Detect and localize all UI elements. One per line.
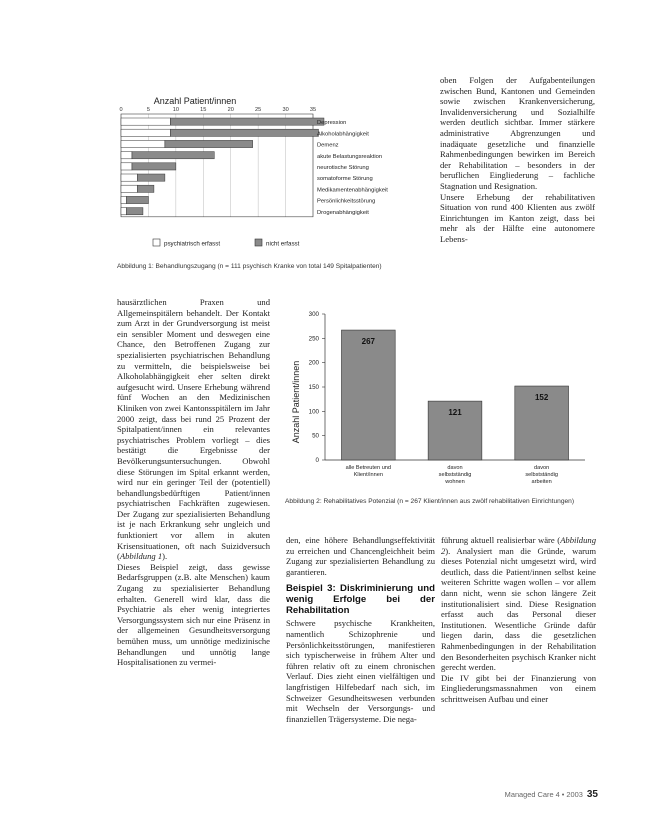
- category-label-line: selbstständig: [438, 472, 472, 478]
- x-tick-label: 0: [119, 107, 123, 113]
- data-label: 267: [361, 337, 376, 347]
- legend-swatch-nicht-erfasst: [255, 239, 262, 246]
- y-tick-label: 200: [308, 359, 319, 367]
- legend-label: nicht erfasst: [266, 240, 300, 248]
- category-label: somatoforme Störung: [317, 176, 373, 183]
- figure-caption-1: Abbildung 1: Behandlungszugang (n = 111 psychisch Kranke von total 149 Spitalpatienten): [117, 263, 382, 270]
- bar-segment: [121, 208, 126, 215]
- x-tick-label: 35: [309, 107, 317, 113]
- y-axis-label: Anzahl Patient/innen: [291, 360, 301, 444]
- category-label-line: selbstständig: [525, 472, 558, 478]
- legend-label: psychiatrisch erfasst: [164, 240, 221, 248]
- data-label: 121: [448, 408, 462, 418]
- bar-segment: [121, 140, 165, 147]
- paragraph: den, eine höhere Behandlungseffektivität zu erreichen und Chancengleichheit beim Zugang zur spezialisierten Behandlung zu garantieren.: [286, 535, 435, 577]
- bar-segment: [137, 185, 153, 192]
- data-label: 152: [534, 393, 549, 403]
- figure-reference: Abbildung 2: [441, 535, 596, 556]
- paragraph: Schwere psychische Krankheiten, namentlich Schizophrenie und Persönlichkeitsstörungen, manifestieren sich typischerweise in frühem Alter und führen relativ oft zu einem chronischen Verlauf. Dies zieht einen vielfältigen und langfristigen Hilfebedarf nach sich, im Schweizer Gesundheitswesen verbunden mit Wechseln der Versorgungs- und finanziellen Trägersysteme. Die nega-: [286, 618, 435, 724]
- page-number: 35: [586, 789, 598, 800]
- paragraph: Dieses Beispiel zeigt, dass gewisse Bedarfsgruppen (z.B. alte Menschen) kaum Zugang zu spezialisierter Behandlung erhalten. Generell wird klar, dass die Psychiatrie als eher wenig integriertes Versorgungssystem sich nur eine Präsenz in der allgemeinen Gesundheitsversorgung bemühen muss, um unnötige medizinische Behandlungen und unnötig lange Hospitalisationen zu vermei-: [117, 561, 270, 668]
- y-tick-label: 50: [312, 432, 319, 440]
- paragraph: hausärztlichen Praxen und Allgemeinspitälern behandelt. Der Kontakt zum Arzt in der Grundversorgung ist meist ein sensibler Moment und deswegen eine Chance, den Betroffenen Zugang zur spezialisierten psychiatrischen Behandlung zu vermitteln, die beispielsweise bei Alkoholabhängigkeit eher selten direkt aufgesucht wird. Unsere Erhebung während fünf Wochen an den Medizinischen Kliniken von zwei Kantonsspitälern im Jahr 2000 zeigt, dass bei rund 25 Prozent der Spitalpatient/innen ein relevantes psychiatrisches Problem vorliegt – dies bestätigt die Ergebnisse der Bevölkerungsuntersuchungen. Obwohl diese Störungen im Spital erkannt werden, wird nur ein geringer Teil der (potentiell) behandlungsbedürftigen Patient/innen psychiatrischen Fachkräften zugewiesen. Der Zugang zur spezialisierten Behandlung ist je nach Erkrankung sehr ungleich und funktioniert vor allem in akuten Krisensituationen, oft nach Suizidversuch (Abbildung 1).: [117, 297, 270, 562]
- bar-segment: [126, 208, 142, 215]
- x-tick-label: 5: [146, 107, 150, 113]
- x-tick-label: 15: [200, 107, 207, 113]
- bar-segment: [121, 196, 126, 203]
- bar-segment: [126, 196, 148, 203]
- category-label-line: wohnen: [445, 479, 465, 485]
- bar-segment: [132, 152, 214, 159]
- bar: [341, 330, 395, 460]
- bar-segment: [121, 163, 132, 170]
- chart-rehab-potential: [285, 302, 597, 496]
- y-tick-label: 250: [308, 335, 319, 343]
- category-label: [439, 465, 472, 485]
- page-footer: [470, 789, 598, 800]
- figure-reference: Abbildung 1: [119, 551, 163, 562]
- category-label: Drogenabhängigkeit: [317, 209, 369, 216]
- y-tick-label: 150: [308, 384, 319, 391]
- paragraph: führung aktuell realisierbar wäre (Abbildung 2). Analysiert man die Gründe, warum dieses Potenzial nicht umgesetzt wird, wird deutlich, dass die Patient/innen selbst keine weiteren Schritte wagen wollen – vor allem dann nicht, wenn sie schon längere Zeit institutionalisiert sind. Diese Resignation erfasst auch das Personal dieser Institutionen. Wesentliche Gründe dafür liegen darin, dass die gesetzlichen Rahmenbedingungen in der Rehabilitation den Besonderheiten psychisch Kranker nicht gerecht werden.: [441, 535, 596, 673]
- category-label-line: alle Betreuten und: [345, 465, 392, 471]
- y-tick-label: 300: [308, 311, 319, 318]
- text-column-top-right: [440, 75, 595, 245]
- legend-swatch-erfasst: [153, 239, 160, 246]
- category-label-line: Klient/innen: [353, 472, 383, 478]
- paragraph: Unsere Erhebung der rehabilitativen Situation von rund 400 Klienten aus zwölf Einrichtungen im Kanton zeigt, dass bei mehr als der Hälfte eine autonomere Lebens-: [440, 191, 595, 244]
- section-heading: Beispiel 3: Diskriminierung und wenig Erfolge bei der Rehabilitation: [286, 583, 435, 617]
- paragraph: Die IV gibt bei der Finanzierung von Eingliederungsmassnahmen von einem schrittweisen Aufbau und einer: [441, 672, 596, 704]
- text-column-left: [117, 297, 270, 668]
- bars: [341, 330, 568, 460]
- text-column-right: [441, 535, 596, 705]
- category-label: [525, 465, 558, 485]
- x-tick-label: 25: [255, 107, 262, 113]
- legend: [153, 239, 300, 248]
- chart-title: Anzahl Patient/innen: [153, 96, 237, 106]
- bar-segment: [170, 129, 318, 136]
- category-label: Persönlichkeitsstörung: [317, 198, 376, 205]
- bar-segment: [121, 174, 137, 181]
- bar-segment: [121, 152, 132, 159]
- bar-segment: [121, 185, 137, 192]
- paragraph: oben Folgen der Aufgabenteilungen zwischen Bund, Kantonen und Gemeinden sowie zwischen Krankenversicherung, Invalidenversicherung und Sozialhilfe werden deutlich sichtbar. Immer stärkere administrative Abgrenzungen und inadäquate gesetzliche und finanzielle Rahmenbedingungen bewirken im Bereich der Rehabilitation – besonders in der beruflichen Eingliederung – fachliche Stagnation und Resignation.: [440, 75, 595, 191]
- category-label: Alkoholabhängigkeit: [317, 131, 369, 138]
- category-labels: [317, 120, 388, 216]
- x-tick-label: 20: [227, 107, 234, 113]
- category-label: neurotische Störung: [317, 165, 369, 171]
- journal-name: Managed Care 4 • 2003: [504, 790, 583, 799]
- category-label: [346, 465, 391, 478]
- category-label-line: davon: [534, 465, 550, 471]
- bar-segment: [132, 163, 176, 170]
- bar-segment: [121, 129, 170, 136]
- bar-segment: [121, 118, 170, 125]
- category-label: akute Belastungsreaktion: [317, 153, 383, 160]
- category-label: Depression: [317, 120, 347, 127]
- x-tick-label: 10: [172, 107, 179, 113]
- chart-treatment-access: [117, 88, 437, 258]
- category-labels: [346, 465, 558, 485]
- category-label-line: arbeiten: [531, 479, 552, 485]
- bar-segment: [170, 118, 324, 125]
- category-label: Demenz: [317, 142, 339, 149]
- category-label-line: davon: [447, 465, 463, 471]
- bars: [121, 118, 324, 215]
- x-tick-label: 30: [282, 107, 289, 113]
- y-tick-label: 0: [315, 457, 319, 464]
- figure-caption-2: Abbildung 2: Rehabilitatives Potenzial (n = 267 Klient/innen aus zwölf rehabilitativen Einrichtungen): [285, 498, 575, 505]
- y-tick-label: 100: [308, 408, 319, 416]
- text-column-middle: [286, 535, 435, 724]
- category-label: Medikamentenabhängigkeit: [317, 187, 388, 194]
- bar-segment: [165, 140, 253, 147]
- bar-segment: [137, 174, 164, 181]
- x-axis: [119, 107, 316, 113]
